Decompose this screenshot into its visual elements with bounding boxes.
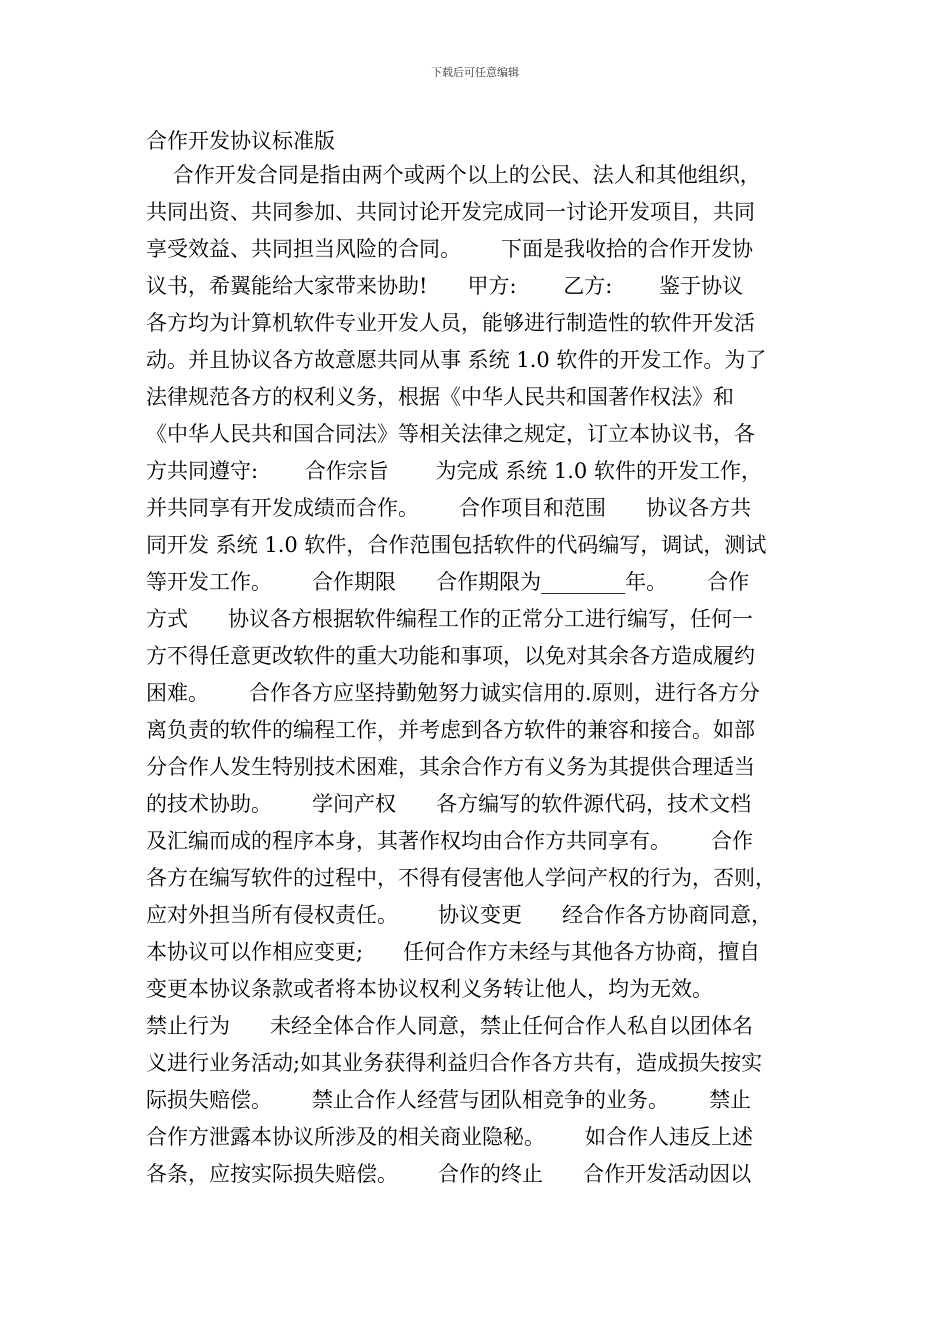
body-line: 及汇编而成的程序本身，其著作权均由合作方共同享有。 合作 bbox=[146, 829, 754, 853]
body-line: 合作方泄露本协议所涉及的相关商业隐秘。 如合作人违反上述 bbox=[146, 1125, 754, 1149]
body-line: 禁止行为 未经全体合作人同意，禁止任何合作人私自以团体名 bbox=[146, 1014, 754, 1038]
body-line: 合作开发合同是指由两个或两个以上的公民、法人和其他组织， bbox=[146, 163, 761, 187]
body-line: 各方在编写软件的过程中，不得有侵害他人学问产权的行为，否则， bbox=[146, 866, 776, 890]
body-line: 各方均为计算机软件专业开发人员，能够进行制造性的软件开发活 bbox=[146, 311, 755, 335]
body-line: 同开发 系统 1.0 软件，合作范围包括软件的代码编写，调试，测试 bbox=[146, 533, 767, 557]
body-line: 应对外担当所有侵权责任。 协议变更 经合作各方协商同意， bbox=[146, 903, 773, 927]
body-line: 义进行业务活动;如其业务获得利益归合作各方共有，造成损失按实 bbox=[146, 1051, 763, 1075]
body-line: 动。并且协议各方故意愿共同从事 系统 1.0 软件的开发工作。为了 bbox=[146, 348, 767, 372]
body-line: 等开发工作。 合作期限 合作期限为________年。 合作 bbox=[146, 570, 750, 594]
body-line: 并共同享有开发成绩而合作。 合作项目和范围 协议各方共 bbox=[146, 496, 752, 520]
body-line: 的技术协助。 学问产权 各方编写的软件源代码，技术文档 bbox=[146, 792, 752, 816]
body-line: 方式 协议各方根据软件编程工作的正常分工进行编写，任何一 bbox=[146, 607, 754, 631]
body-line: 《中华人民共和国合同法》等相关法律之规定，订立本协议书，各 bbox=[146, 422, 755, 446]
body-line: 离负责的软件的编程工作，并考虑到各方软件的兼容和接合。如部 bbox=[146, 718, 755, 742]
body-line: 困难。 合作各方应坚持勤勉努力诚实信用的.原则，进行各方分 bbox=[146, 681, 760, 705]
page-header: 下载后可任意编辑 bbox=[431, 66, 519, 79]
body-line: 法律规范各方的权利义务，根据《中华人民共和国著作权法》和 bbox=[146, 385, 734, 409]
body-line: 方不得任意更改软件的重大功能和事项，以免对其余各方造成履约 bbox=[146, 644, 755, 668]
document-body bbox=[146, 157, 846, 1193]
body-line: 方共同遵守: 合作宗旨 为完成 系统 1.0 软件的开发工作， bbox=[146, 459, 762, 483]
body-line: 本协议可以作相应变更; 任何合作方未经与其他各方协商，擅自 bbox=[146, 940, 761, 964]
body-line: 各条，应按实际损失赔偿。 合作的终止 合作开发活动因以 bbox=[146, 1162, 752, 1186]
body-line: 分合作人发生特别技术困难，其余合作方有义务为其提供合理适当 bbox=[146, 755, 755, 779]
body-line: 共同出资、共同参加、共同讨论开发完成同一讨论开发项目，共同 bbox=[146, 200, 755, 224]
body-line: 变更本协议条款或者将本协议权利义务转让他人，均为无效。 bbox=[146, 977, 713, 1001]
body-line: 际损失赔偿。 禁止合作人经营与团队相竞争的业务。 禁止 bbox=[146, 1088, 752, 1112]
body-line: 议书，希翼能给大家带来协助! 甲方: 乙方: 鉴于协议 bbox=[146, 274, 744, 298]
document-title: 合作开发协议标准版 bbox=[146, 129, 335, 153]
body-line: 享受效益、共同担当风险的合同。 下面是我收拾的合作开发协 bbox=[146, 237, 754, 261]
